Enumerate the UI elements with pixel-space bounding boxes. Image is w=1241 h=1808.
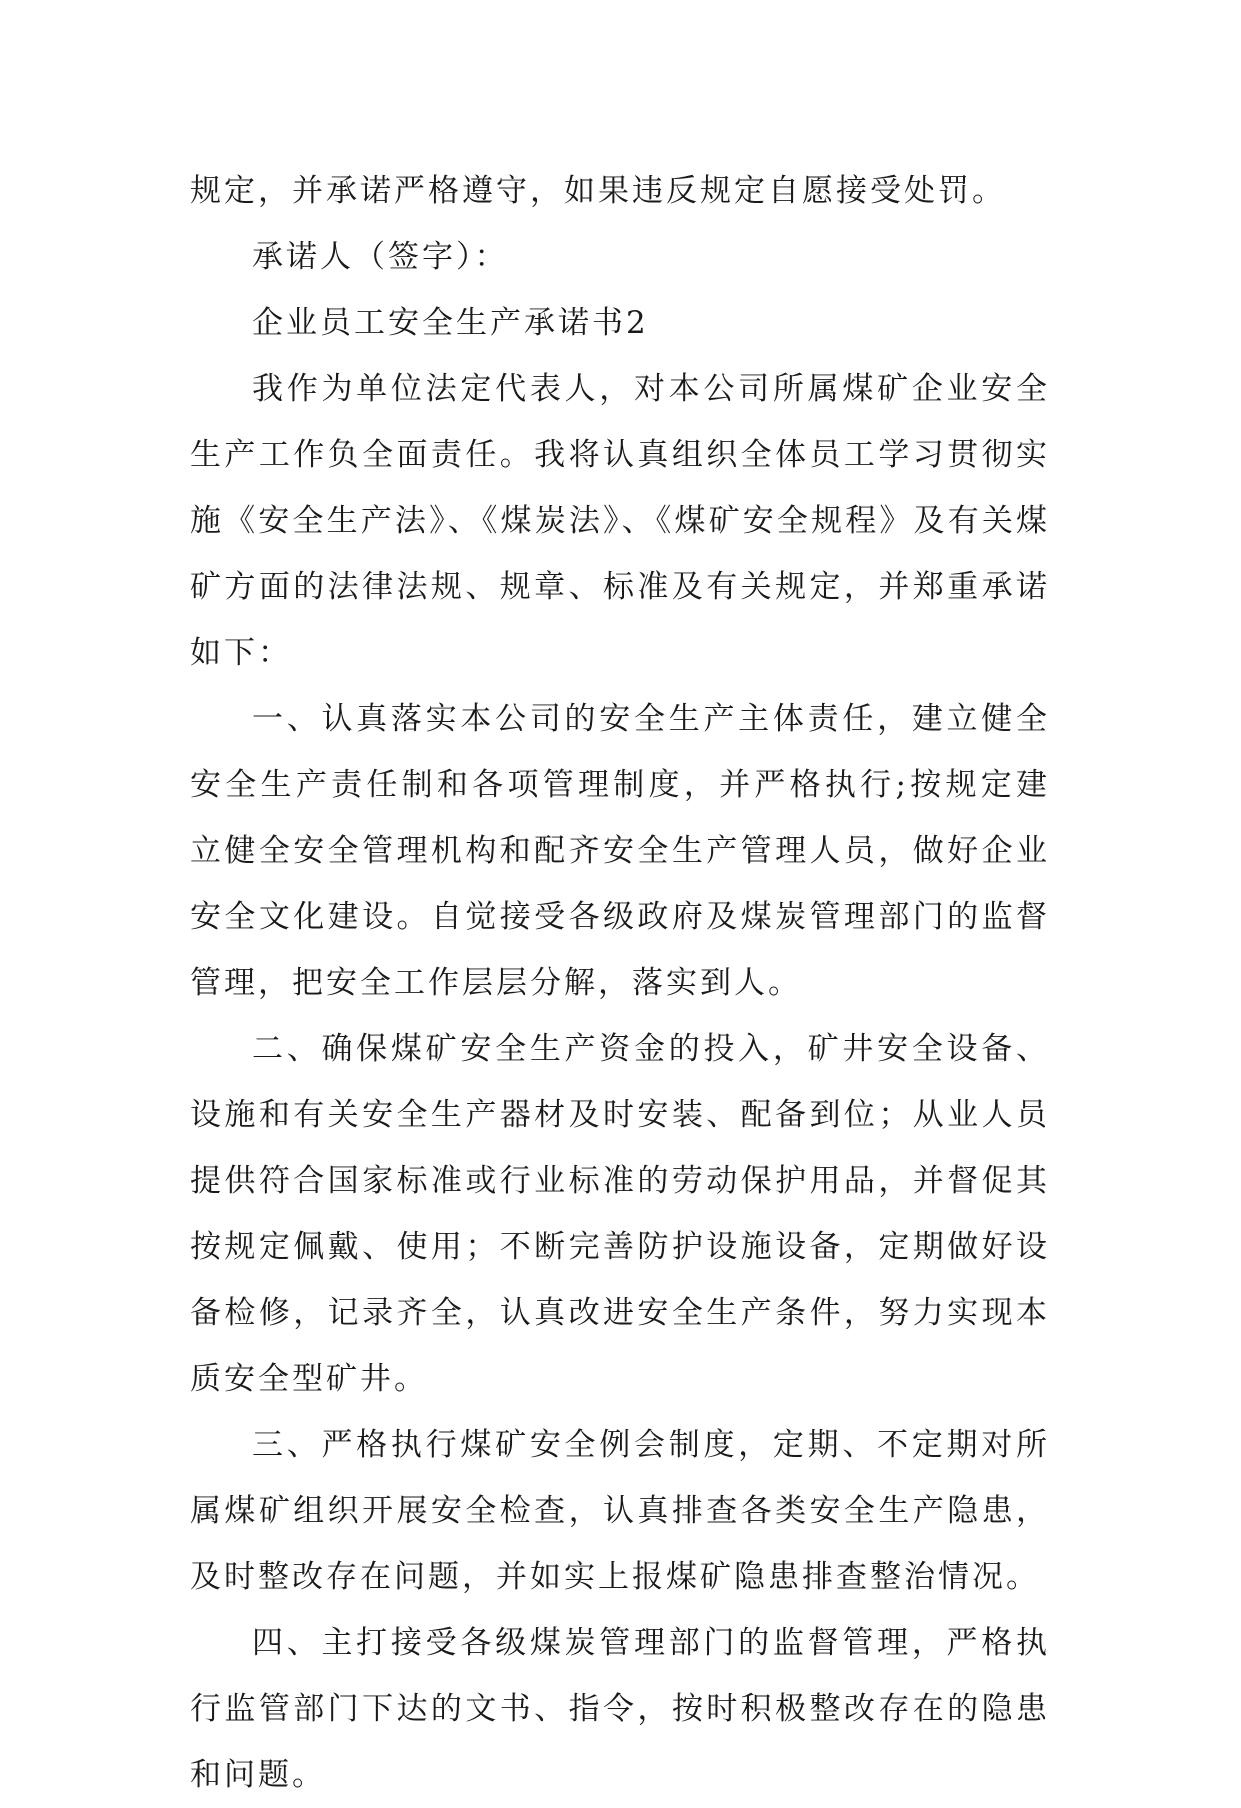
paragraph-item-4: 四、主打接受各级煤炭管理部门的监督管理，严格执行监管部门下达的文书、指令，按时积极整改存在的隐患和问题。 [190, 1625, 1050, 1793]
paragraph-item-3: 三、严格执行煤矿安全例会制度，定期、不定期对所属煤矿组织开展安全检查，认真排查各类安全生产隐患，及时整改存在问题，并如实上报煤矿隐患排查整治情况。 [190, 1427, 1050, 1595]
paragraph-intro: 我作为单位法定代表人，对本公司所属煤矿企业安全生产工作负全面责任。我将认真组织全体员工学习贯彻实施《安全生产法》、《煤炭法》、《煤矿安全规程》及有关煤矿方面的法律法规、规章、标准及有关规定，并郑重承诺如下： [190, 371, 1050, 671]
paragraph-item-1: 一、认真落实本公司的安全生产主体责任，建立健全安全生产责任制和各项管理制度，并严格执行;按规定建立健全安全管理机构和配齐安全生产管理人员，做好企业安全文化建设。自觉接受各级政府及煤炭管理部门的监督管理，把安全工作层层分解，落实到人。 [190, 701, 1050, 1001]
paragraph-item-2: 二、确保煤矿安全生产资金的投入，矿井安全设备、设施和有关安全生产器材及时安装、配备到位；从业人员提供符合国家标准或行业标准的劳动保护用品，并督促其按规定佩戴、使用；不断完善防护设施设备，定期做好设备检修，记录齐全，认真改进安全生产条件，努力实现本质安全型矿井。 [190, 1031, 1050, 1397]
section-title: 企业员工安全生产承诺书2 [252, 305, 649, 341]
document-page [190, 158, 1050, 1808]
paragraph-continuation: 规定，并承诺严格遵守，如果违反规定自愿接受处罚。 [190, 173, 1006, 209]
paragraph-signature-line: 承诺人（签字）： [252, 239, 509, 275]
